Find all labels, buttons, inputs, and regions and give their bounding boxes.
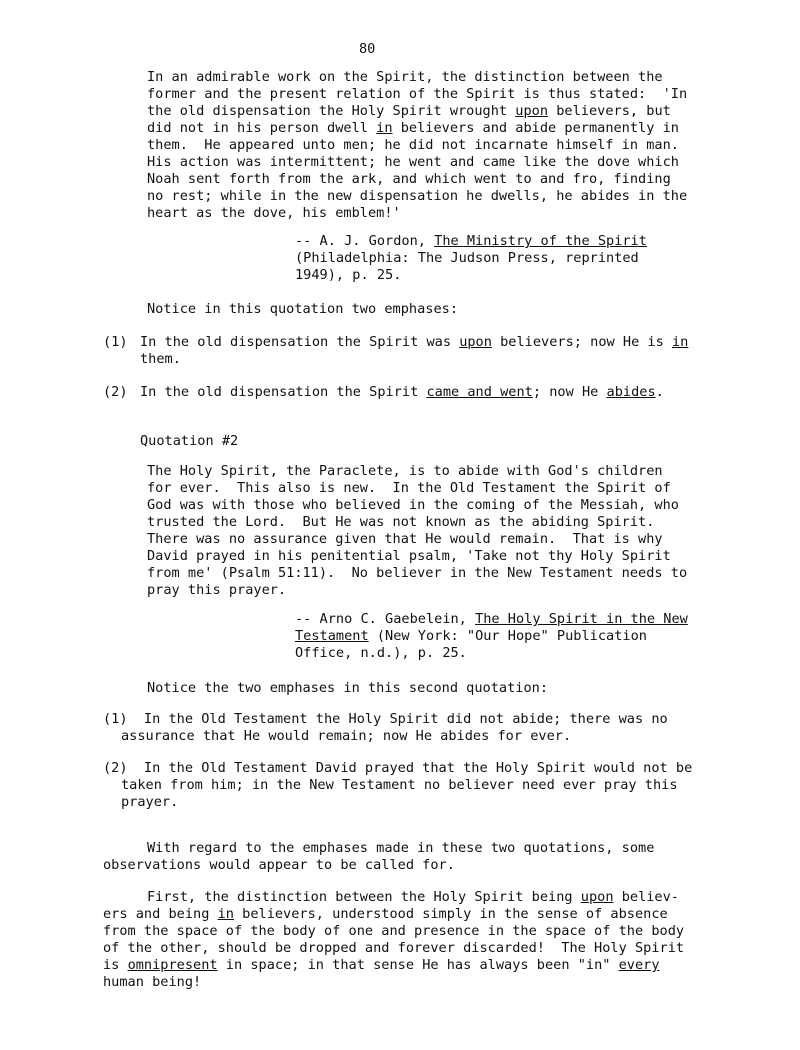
list-item-line: (2) In the Old Testament David prayed that the Holy Spirit would not be bbox=[103, 760, 693, 776]
quote1-line: former and the present relation of the Spirit is thus stated: 'In bbox=[147, 86, 688, 102]
notice-1: Notice in this quotation two emphases: bbox=[147, 301, 458, 317]
paragraph-line: is omnipresent in space; in that sense He has always been "in" every bbox=[103, 957, 660, 973]
paragraph-line: human being! bbox=[103, 974, 202, 990]
page-number: 80 bbox=[359, 41, 376, 57]
list-item-line: In the old dispensation the Spirit came and went; now He abides. bbox=[140, 384, 664, 400]
quote2-line: from me' (Psalm 51:11). No believer in the New Testament needs to bbox=[147, 565, 688, 581]
quote1-line: the old dispensation the Holy Spirit wrought upon believers, but bbox=[147, 103, 671, 119]
list-item-line: taken from him; in the New Testament no believer need ever pray this bbox=[121, 777, 678, 793]
list-item-line: In the old dispensation the Spirit was upon believers; now He is in bbox=[140, 334, 689, 350]
quote1-line: His action was intermittent; he went and came like the dove which bbox=[147, 154, 679, 170]
quote1-line: In an admirable work on the Spirit, the distinction between the bbox=[147, 69, 663, 85]
quote2-line: for ever. This also is new. In the Old Testament the Spirit of bbox=[147, 480, 671, 496]
paragraph-line: from the space of the body of one and presence in the space of the body bbox=[103, 923, 685, 939]
paragraph-line: of the other, should be dropped and forever discarded! The Holy Spirit bbox=[103, 940, 685, 956]
citation1-line: (Philadelphia: The Judson Press, reprinted bbox=[295, 250, 639, 266]
quote1-line: did not in his person dwell in believers and abide permanently in bbox=[147, 120, 679, 136]
citation2-line: Office, n.d.), p. 25. bbox=[295, 645, 467, 661]
list-number: (2) bbox=[103, 384, 128, 400]
book-title: The Holy Spirit in the New bbox=[475, 611, 688, 627]
book-title: The Ministry of the Spirit bbox=[434, 233, 647, 249]
citation1-line: 1949), p. 25. bbox=[295, 267, 402, 283]
notice-2: Notice the two emphases in this second quotation: bbox=[147, 680, 549, 696]
list-item-line: (1) In the Old Testament the Holy Spirit did not abide; there was no bbox=[103, 711, 668, 727]
paragraph-line: With regard to the emphases made in these two quotations, some bbox=[147, 840, 655, 856]
list-number: (1) bbox=[103, 334, 128, 350]
list-item-line: assurance that He would remain; now He abides for ever. bbox=[121, 728, 572, 744]
paragraph-line: observations would appear to be called for. bbox=[103, 857, 455, 873]
quote1-line: no rest; while in the new dispensation he dwells, he abides in the bbox=[147, 188, 688, 204]
quote2-line: God was with those who believed in the coming of the Messiah, who bbox=[147, 497, 679, 513]
paragraph-line: First, the distinction between the Holy Spirit being upon believ- bbox=[147, 889, 679, 905]
citation2-line: Testament (New York: "Our Hope" Publication bbox=[295, 628, 647, 644]
citation2-line: -- Arno C. Gaebelein, The Holy Spirit in the New bbox=[295, 611, 688, 627]
quote2-line: There was no assurance given that He would remain. That is why bbox=[147, 531, 663, 547]
quotation-2-heading: Quotation #2 bbox=[140, 433, 239, 449]
list-item-line: them. bbox=[140, 351, 181, 367]
quote1-line: heart as the dove, his emblem!' bbox=[147, 205, 401, 221]
citation1-line: -- A. J. Gordon, The Ministry of the Spirit bbox=[295, 233, 647, 249]
quote2-line: pray this prayer. bbox=[147, 582, 287, 598]
quote1-line: Noah sent forth from the ark, and which went to and fro, finding bbox=[147, 171, 671, 187]
quote2-line: The Holy Spirit, the Paraclete, is to abide with God's children bbox=[147, 463, 663, 479]
quote1-line: them. He appeared unto men; he did not incarnate himself in man. bbox=[147, 137, 679, 153]
list-item-line: prayer. bbox=[121, 794, 179, 810]
paragraph-line: ers and being in believers, understood simply in the sense of absence bbox=[103, 906, 668, 922]
quote2-line: trusted the Lord. But He was not known as the abiding Spirit. bbox=[147, 514, 655, 530]
quote2-line: David prayed in his penitential psalm, 'Take not thy Holy Spirit bbox=[147, 548, 671, 564]
